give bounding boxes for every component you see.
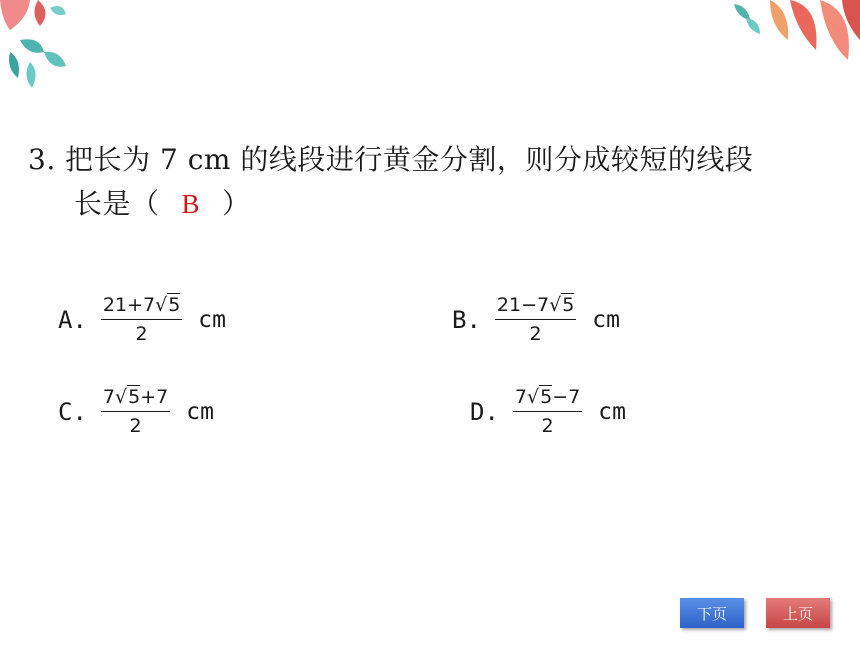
option-fraction <box>495 294 576 345</box>
fraction-denominator: 2 <box>529 323 542 345</box>
option-letter: D. <box>470 397 499 426</box>
option-letter: C. <box>58 397 87 426</box>
fraction-numerator: 7√5−7 <box>513 386 582 412</box>
option-fraction <box>101 386 170 437</box>
question-text: 把长为 7 cm 的线段进行黄金分割，则分成较短的线段 <box>65 143 754 176</box>
option-fraction <box>513 386 582 437</box>
option-fraction <box>101 294 182 345</box>
option-d[interactable] <box>470 386 626 437</box>
question-line-2 <box>28 182 753 226</box>
fraction-numerator: 21−7√5 <box>495 294 576 320</box>
question-line-1 <box>28 138 753 182</box>
question-block <box>28 138 753 226</box>
next-page-button[interactable]: 下页 <box>680 598 744 628</box>
option-unit: cm <box>598 398 626 425</box>
corner-flower-decoration <box>730 0 860 70</box>
answer-text: B <box>181 189 201 219</box>
corner-leaf-decoration <box>0 0 80 90</box>
option-letter: B. <box>452 305 481 334</box>
option-a[interactable] <box>58 294 226 345</box>
option-unit: cm <box>186 398 214 425</box>
fraction-denominator: 2 <box>541 415 554 437</box>
option-unit: cm <box>198 306 226 333</box>
option-c[interactable] <box>58 386 214 437</box>
option-letter: A. <box>58 305 87 334</box>
fraction-denominator: 2 <box>135 323 148 345</box>
option-unit: cm <box>592 306 620 333</box>
question-number: 3. <box>28 143 56 176</box>
previous-page-button[interactable]: 上页 <box>766 598 830 628</box>
fraction-numerator: 7√5+7 <box>101 386 170 412</box>
fraction-numerator: 21+7√5 <box>101 294 182 320</box>
fraction-denominator: 2 <box>129 415 142 437</box>
question-text-suffix: ） <box>222 187 251 220</box>
option-b[interactable] <box>452 294 620 345</box>
question-text-prefix: 长是（ <box>74 187 160 220</box>
